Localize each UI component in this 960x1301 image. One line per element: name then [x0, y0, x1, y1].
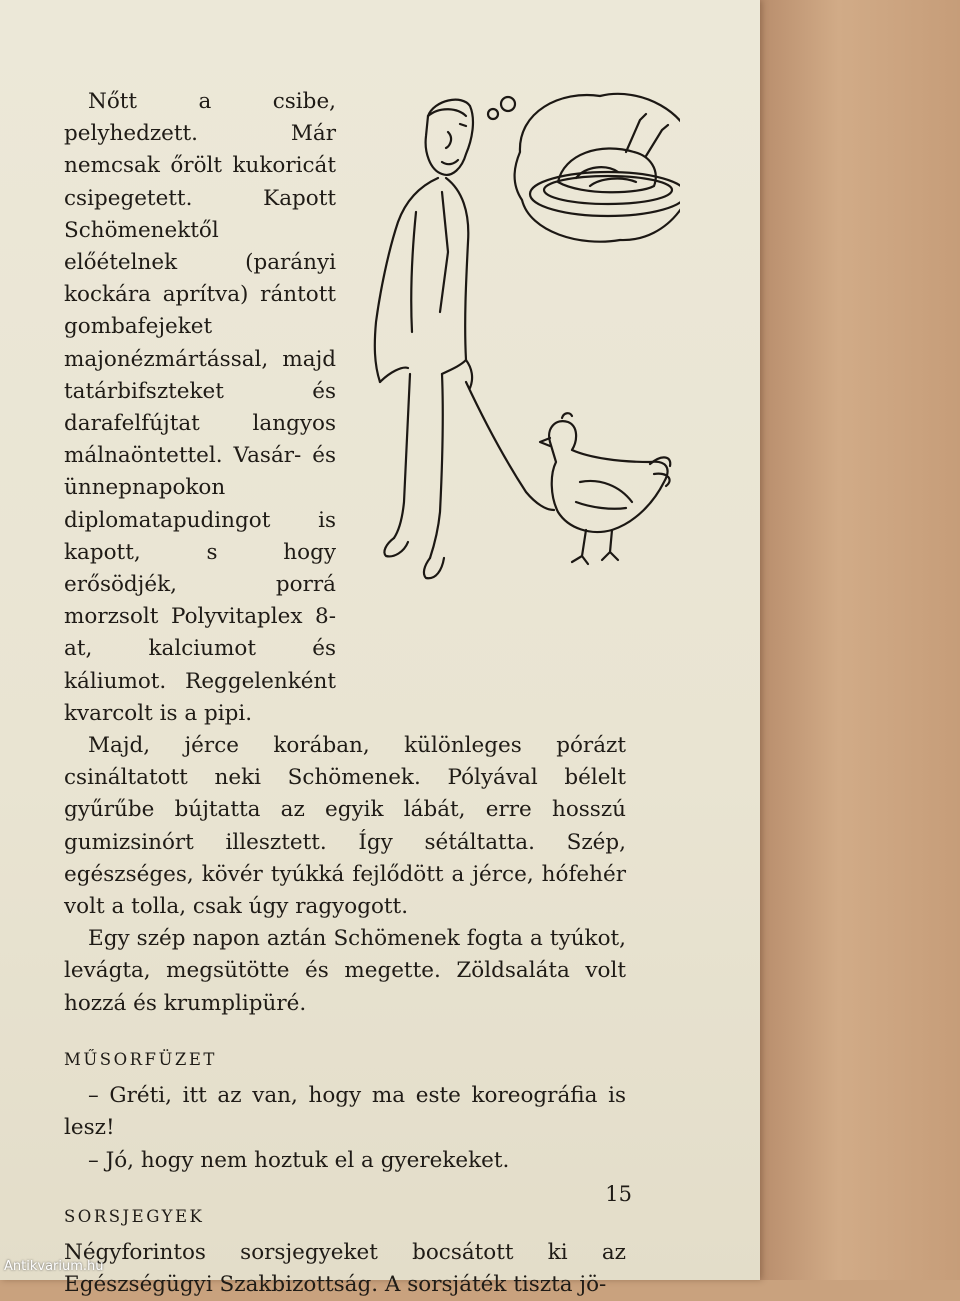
- watermark: Antikvarium.hu: [4, 1259, 104, 1274]
- sorsjegyek-paragraph: Négyforintos sorsjegyeket bocsátott ki az Egészségügyi Szakbizottság. A sorsjáték tiszta jö-: [64, 1239, 626, 1298]
- paragraph-3: Egy szép napon aztán Schömenek fogta a tyúkot, levágta, megsütötte és megette. Zöldsaláta volt hozzá és krumplipüré.: [64, 926, 626, 1016]
- intro-paragraph: Nőtt a csibe, pelyhedzett. Már nemcsak őrölt kukoricát csipegetett. Kapott Schömenektől előételnek (parányi kockára aprítva) rántott gombafejeket majonézmártással, majd tatárbifszteket és darafelfújtat langyos málnaöntettel. Vasár- és ünnepnapokon diplomatapudingot is kapott, s hogy erősödjék, porrá morzsolt Polyvitaplex 8-at, kalciumot és káliumot. Reggelenként kvarcolt is a pipi.: [64, 89, 336, 726]
- paragraph-2: Majd, jérce korában, különleges pórázt csináltatott neki Schömenek. Pólyával bélelt gyűrűbe bújtatta az egyik lábát, erre hosszú gumizsinórt illesztett. Így sétáltatta. Szép, egészséges, kövér tyúkká fejlődött a jérce, hófehér volt a tolla, csak úgy ragyogott.: [64, 733, 626, 920]
- dialog-line-1: – Gréti, itt az van, hogy ma este koreográfia is lesz!: [64, 1083, 626, 1141]
- table-background: [758, 0, 960, 1280]
- heading-sorsjegyek: SORSJEGYEK: [64, 1206, 205, 1226]
- heading-musorfuzet: MŰSORFÜZET: [64, 1049, 217, 1069]
- text-column: [64, 86, 626, 1301]
- page-number: 15: [605, 1182, 632, 1206]
- dialog-line-2: – Jó, hogy nem hoztuk el a gyerekeket.: [88, 1147, 510, 1173]
